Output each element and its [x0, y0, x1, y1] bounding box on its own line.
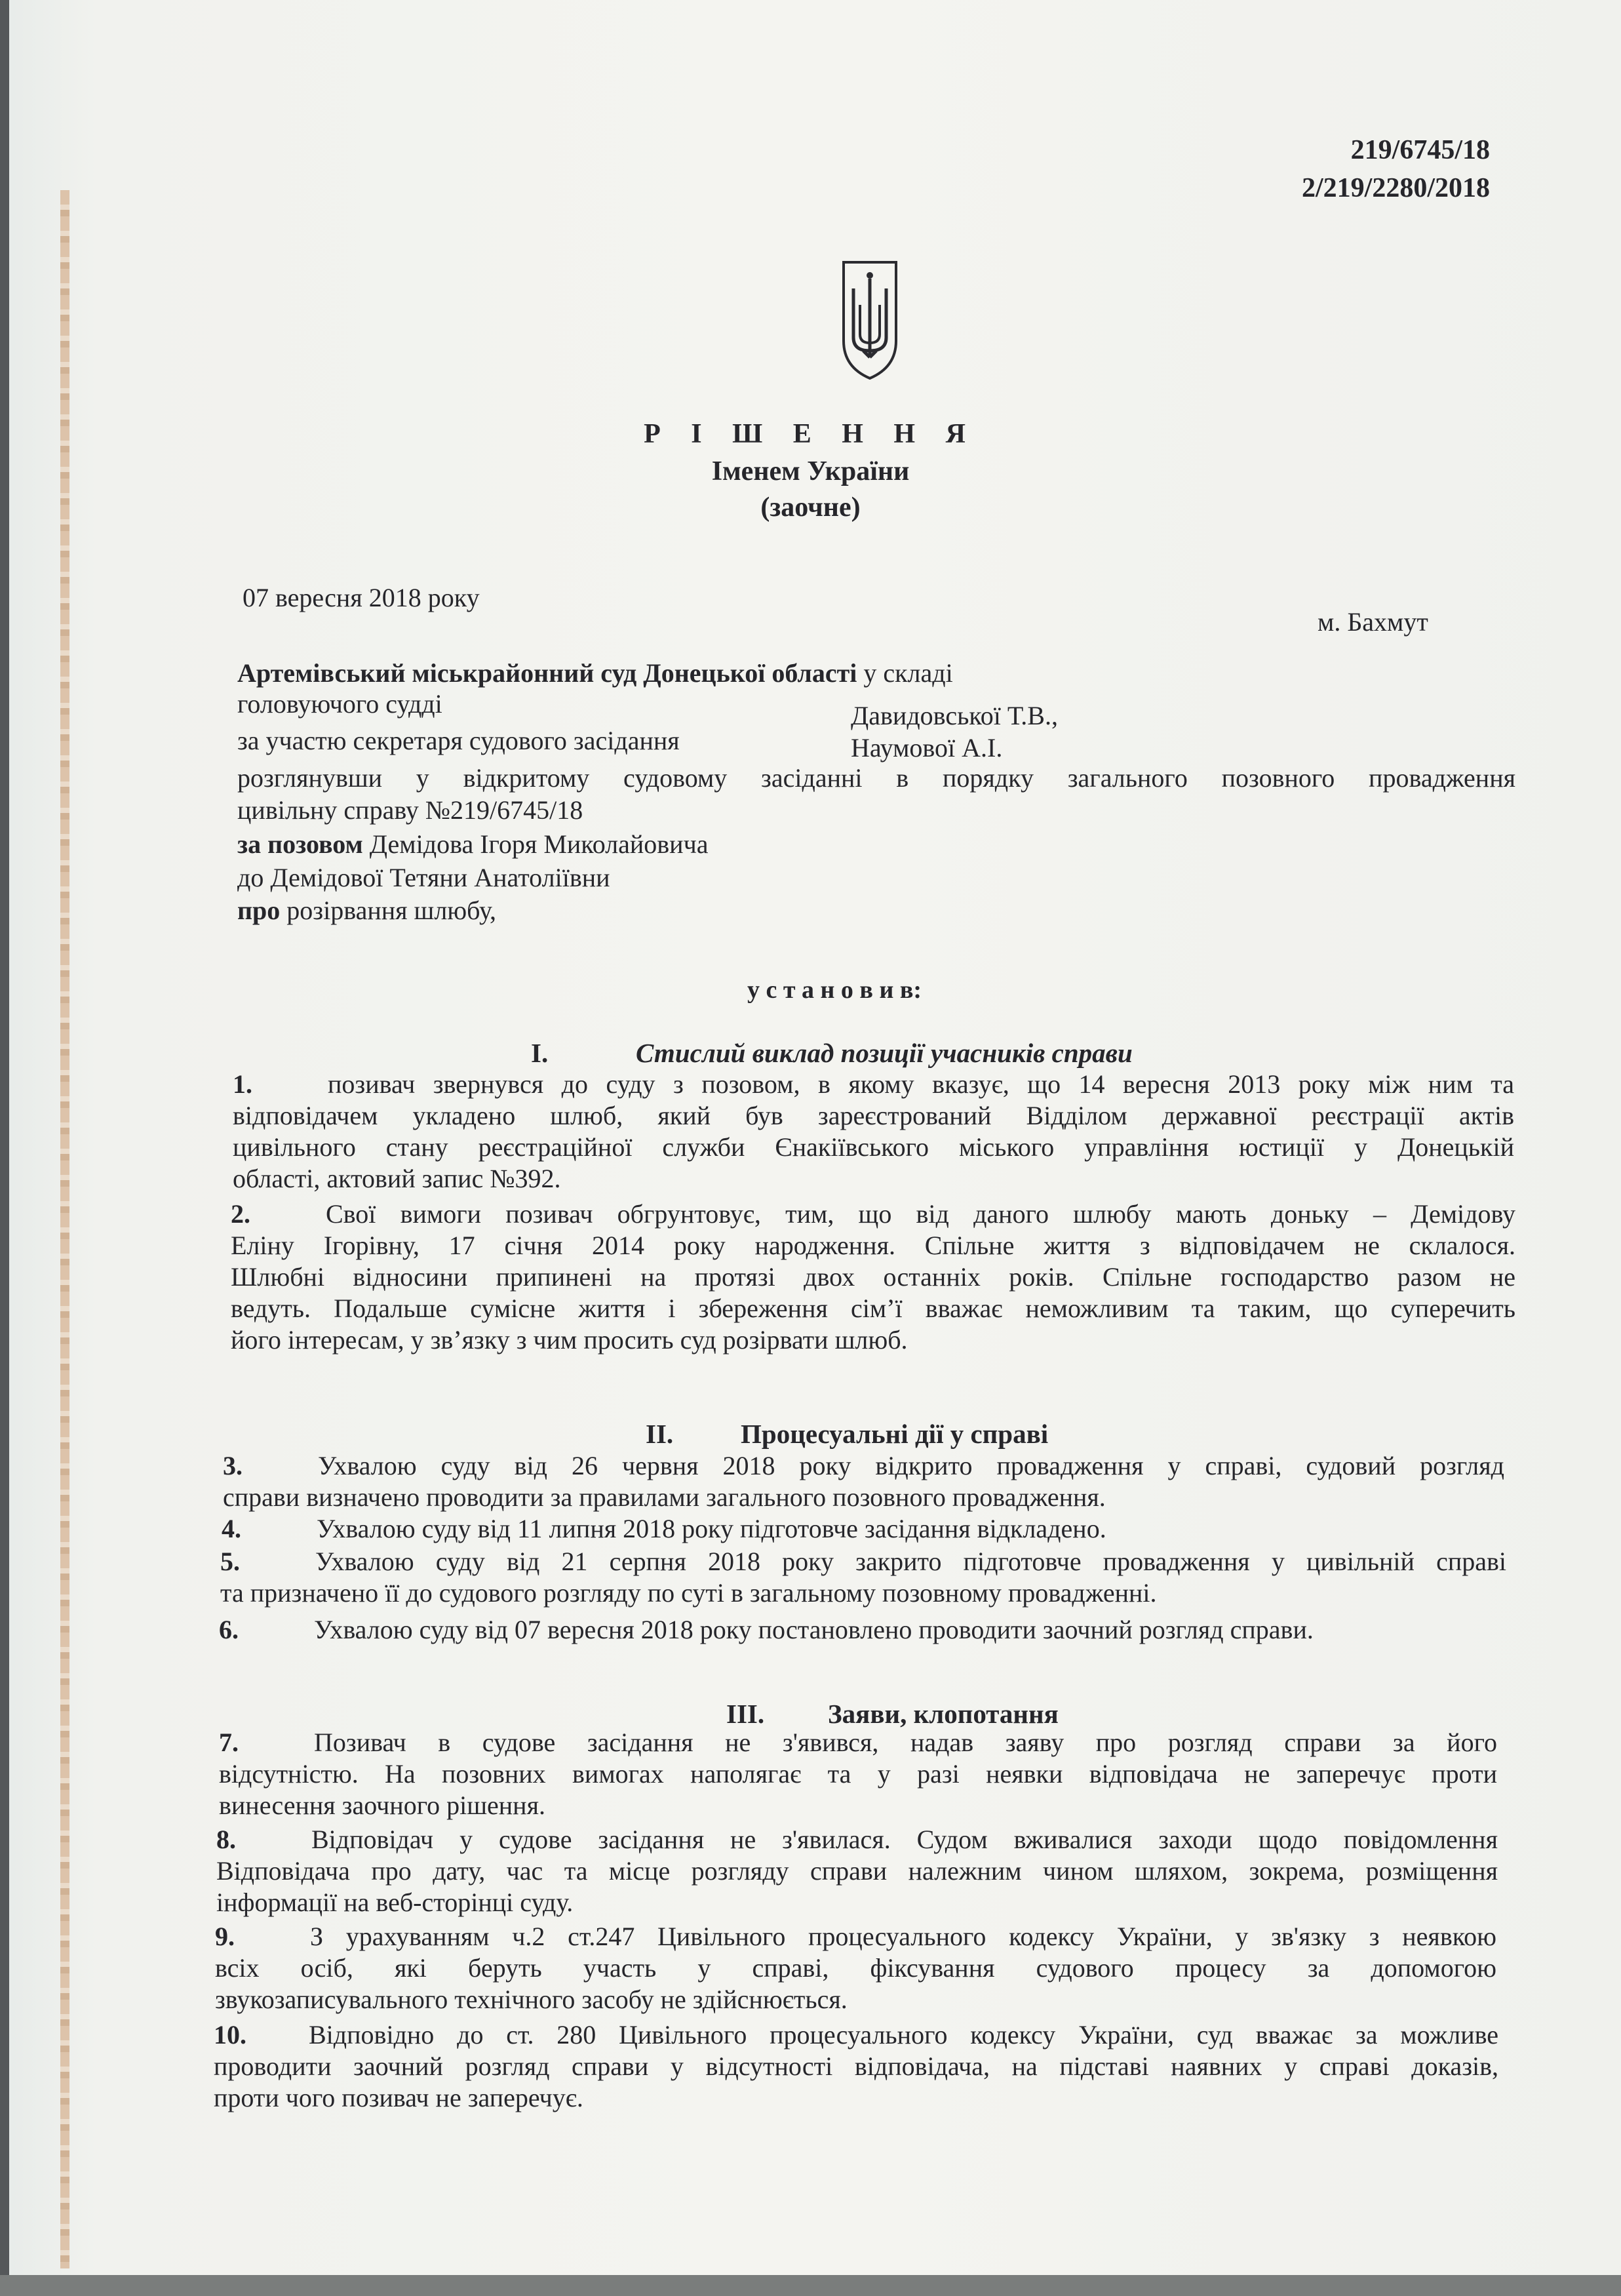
- section-heading: [726, 1698, 1059, 1730]
- section-title: Процесуальні дії у справі: [741, 1419, 1049, 1449]
- trident-emblem-icon: [840, 259, 899, 380]
- paragraph-number: 2.: [231, 1199, 250, 1229]
- case-reference: цивільну справу №219/6745/18: [237, 795, 583, 825]
- section-heading: [646, 1418, 1048, 1450]
- paragraph-7: [219, 1727, 1497, 1821]
- paragraph-line: 4. Ухвалою суду від 11 липня 2018 року підготовче засідання відкладено.: [222, 1514, 1106, 1543]
- secretary-label: за участю секретаря судового засідання: [237, 726, 680, 755]
- document-title: Р І Ш Е Н Н Я: [644, 419, 977, 449]
- subject-text: розірвання шлюбу,: [286, 896, 497, 925]
- subject-line: [237, 895, 496, 926]
- paragraph-line: звукозаписувального технічного засобу не здійснюється.: [215, 1985, 848, 2014]
- case-number: 2/219/2280/2018: [1301, 173, 1490, 203]
- paragraph-number: 1.: [233, 1069, 252, 1099]
- paragraph-line: 1. позивач звернувся до суду з позовом, в якому вказує, що 14 вересня 2013 року між ним та: [233, 1069, 1514, 1099]
- paragraph-line: відсутністю. На позовних вимогах наполягає та у разі неявки відповідача не заперечує проти: [219, 1759, 1497, 1789]
- claim-label: за позовом: [237, 829, 363, 859]
- paragraph-line: всіх осіб, які беруть участь у справі, фіксування судового процесу за допомогою: [215, 1953, 1496, 1983]
- established-heading: у с т а н о в и в:: [747, 976, 922, 1004]
- paragraph-3: [223, 1450, 1504, 1513]
- paragraph-10: [214, 2019, 1498, 2114]
- subject-label: про: [237, 896, 281, 925]
- paragraph-line: 2. Свої вимоги позивач обгрунтовує, тим, що від даного шлюбу мають доньку – Демідову: [231, 1199, 1515, 1229]
- paragraph-number: 9.: [215, 1922, 235, 1951]
- paragraph-line: та призначено її до судового розгляду по суті в загальному позовному провадженні.: [220, 1578, 1157, 1608]
- paragraph-9: [215, 1921, 1496, 2015]
- paragraph-line: проводити заочний розгляд справи у відсутності відповідача, на підставі наявних у справі доказів,: [214, 2051, 1498, 2081]
- paragraph-line: 7. Позивач в судове засідання не з'явився, надав заяву про розгляд справи за його: [219, 1728, 1497, 1757]
- paragraph-5: [220, 1546, 1506, 1609]
- paragraph-2: [231, 1198, 1515, 1356]
- court-composition: у складі: [863, 658, 953, 688]
- paragraph-6: [219, 1614, 1505, 1646]
- paragraph-number: 5.: [220, 1547, 240, 1576]
- paragraph-line: справи визначено проводити за правилами загального позовного провадження.: [223, 1482, 1106, 1512]
- presiding-name: Давидовської Т.В.,: [851, 701, 1058, 730]
- defendant-line: до Демідової Тетяни Анатоліївни: [237, 863, 610, 892]
- paragraph-line: його інтересам, у зв’язку з чим просить суд розірвати шлюб.: [231, 1325, 908, 1355]
- section-heading: [531, 1037, 1133, 1069]
- decision-date: 07 вересня 2018 року: [243, 583, 480, 612]
- section-number: II.: [646, 1419, 674, 1449]
- claim-line: [237, 829, 708, 860]
- paragraph-line: цивільного стану реєстраційної служби Єнакіївського міського управління юстиції у Донецькій: [233, 1132, 1514, 1162]
- court-name: Артемівський міськрайонний суд Донецької області: [237, 658, 857, 688]
- paragraph-number: 8.: [216, 1825, 236, 1854]
- paragraph-line: Еліну Ігорівну, 17 січня 2014 року народження. Спільне життя з відповідачем не склалося.: [231, 1231, 1515, 1260]
- paragraph-line: Шлюбні відносини припинені на протязі двох останніх років. Спільне господарство разом не: [231, 1262, 1515, 1292]
- paragraph-line: 5. Ухвалою суду від 21 серпня 2018 року закрито підготовче провадження у цивільній справі: [220, 1547, 1506, 1576]
- paragraph-line: 9. З урахуванням ч.2 ст.247 Цивільного процесуального кодексу України, у зв'язку з неявкою: [215, 1922, 1496, 1951]
- considered-line: розглянувши у відкритому судовому засіданні в порядку загального позовного провадження: [237, 763, 1515, 793]
- paragraph-4: [222, 1513, 1503, 1545]
- paragraph-line: відповідачем укладено шлюб, який був зареєстрований Відділом державної реєстрації актів: [233, 1101, 1514, 1130]
- scan-edge: [0, 0, 9, 2296]
- section-number: III.: [726, 1699, 765, 1729]
- paragraph-line: інформації на веб-сторінці суду.: [216, 1888, 574, 1917]
- paragraph-1: [233, 1069, 1514, 1195]
- decision-city: м. Бахмут: [1318, 607, 1428, 637]
- paragraph-line: Відповідача про дату, час та місце розгляду справи належним чином шляхом, зокрема, розміщення: [216, 1856, 1498, 1886]
- document-type: (заочне): [760, 492, 861, 523]
- scan-edge-bottom: [0, 2275, 1621, 2296]
- paragraph-line: проти чого позивач не заперечує.: [214, 2083, 583, 2112]
- paragraph-line: ведуть. Подальше сумісне життя і збереження сім’ї вважає неможливим та таким, що суперечить: [231, 1294, 1515, 1323]
- paragraph-line: винесення заочного рішення.: [219, 1791, 545, 1820]
- paragraph-number: 6.: [219, 1615, 239, 1644]
- secretary-name: Наумової А.І.: [851, 733, 1003, 762]
- presiding-label: головуючого судді: [237, 689, 442, 719]
- paragraph-number: 4.: [222, 1514, 241, 1543]
- section-title: Стислий виклад позиції учасників справи: [636, 1038, 1133, 1068]
- section-number: I.: [531, 1038, 549, 1068]
- case-number: 219/6745/18: [1350, 135, 1490, 165]
- paragraph-number: 3.: [223, 1451, 243, 1480]
- paragraph-number: 10.: [214, 2020, 246, 2049]
- paragraph-line: 6. Ухвалою суду від 07 вересня 2018 року постановлено проводити заочний розгляд справи.: [219, 1615, 1314, 1644]
- case-numbers: [1302, 131, 1490, 207]
- paragraph-8: [216, 1824, 1498, 1918]
- paragraph-line: 8. Відповідач у судове засідання не з'явилася. Судом вживалися заходи щодо повідомлення: [216, 1825, 1498, 1854]
- document-subtitle: Іменем України: [711, 456, 910, 486]
- claimant-name: Демідова Ігоря Миколайовича: [369, 829, 709, 859]
- court-line: [237, 658, 953, 688]
- paragraph-number: 7.: [219, 1728, 239, 1757]
- paragraph-line: області, актовий запис №392.: [233, 1164, 561, 1193]
- paragraph-line: 10. Відповідно до ст. 280 Цивільного процесуального кодексу України, суд вважає за можливе: [214, 2020, 1498, 2049]
- paragraph-line: 3. Ухвалою суду від 26 червня 2018 року відкрито провадження у справі, судовий розгляд: [223, 1451, 1504, 1480]
- section-title: Заяви, клопотання: [828, 1699, 1059, 1729]
